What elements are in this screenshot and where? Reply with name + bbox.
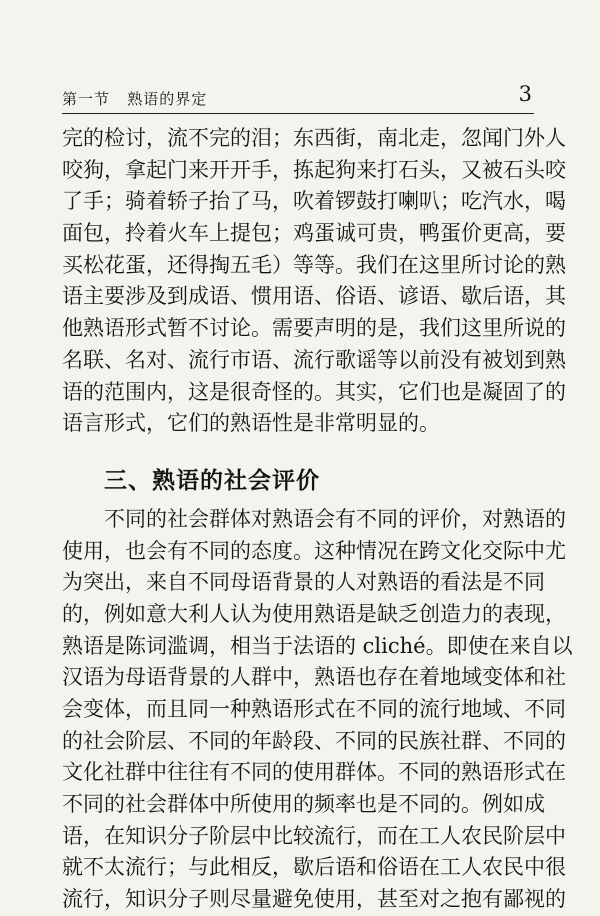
text-line: 语，在知识分子阶层中比较流行，而在工人农民阶层中 <box>62 823 566 848</box>
text-line: 买松花蛋，还得掏五毛）等等。我们在这里所讨论的熟 <box>62 252 566 277</box>
text-line: 了手；骑着轿子抬了马，吹着锣鼓打喇叭；吃汽水，喝 <box>62 189 566 214</box>
text-line: 语的范围内，这是很奇怪的。其实，它们也是凝固了的 <box>62 379 566 404</box>
text-line: 使用，也会有不同的态度。这种情况在跨文化交际中尤 <box>62 538 566 563</box>
section-heading: 三、熟语的社会评价 <box>104 467 320 494</box>
text-line: 他熟语形式暂不讨论。需要声明的是，我们这里所说的 <box>62 316 566 341</box>
running-title: 第一节 熟语的界定 <box>62 90 208 108</box>
paragraph <box>62 504 573 916</box>
paragraph <box>62 123 566 440</box>
text-line: 的社会阶层、不同的年龄段、不同的民族社群、不同的 <box>62 728 566 753</box>
header-divider <box>62 113 534 114</box>
text-line: 为突出，来自不同母语背景的人对熟语的看法是不同 <box>62 570 545 595</box>
text-line: 语主要涉及到成语、惯用语、俗语、谚语、歇后语，其 <box>62 284 566 309</box>
text-line: 流行，知识分子则尽量避免使用，甚至对之抱有鄙视的 <box>62 887 566 912</box>
text-line: 熟语是陈词滥调，相当于法语的 cliché。即使在来自以 <box>62 633 573 658</box>
text-line: 语言形式，它们的熟语性是非常明显的。 <box>62 411 440 436</box>
text-line: 的，例如意大利人认为使用熟语是缺乏创造力的表现， <box>62 601 566 626</box>
text-line: 完的检讨，流不完的泪；东西街，南北走，忽闻门外人 <box>62 126 566 150</box>
running-header <box>62 82 532 112</box>
text-line: 咬狗，拿起门来开开手，拣起狗来打石头，又被石头咬 <box>62 157 566 182</box>
page-number: 3 <box>518 82 532 106</box>
text-line: 不同的社会群体中所使用的频率也是不同的。例如成 <box>62 792 545 817</box>
text-line: 汉语为母语背景的人群中，熟语也存在着地域变体和社 <box>62 665 566 690</box>
page-body <box>62 123 573 916</box>
text-line: 就不太流行；与此相反，歇后语和俗语在工人农民中很 <box>62 855 566 880</box>
text-line: 面包，拎着火车上提包；鸡蛋诚可贵，鸭蛋价更高，要 <box>62 221 566 246</box>
heading-spacer <box>62 440 536 458</box>
text-line: 文化社群中往往有不同的使用群体。不同的熟语形式在 <box>62 760 566 785</box>
text-line: 会变体，而且同一种熟语形式在不同的流行地域、不同 <box>62 697 566 721</box>
text-line: 名联、名对、流行市语、流行歌谣等以前没有被划到熟 <box>62 347 566 372</box>
text-line: 不同的社会群体对熟语会有不同的评价，对熟语的 <box>104 506 566 531</box>
